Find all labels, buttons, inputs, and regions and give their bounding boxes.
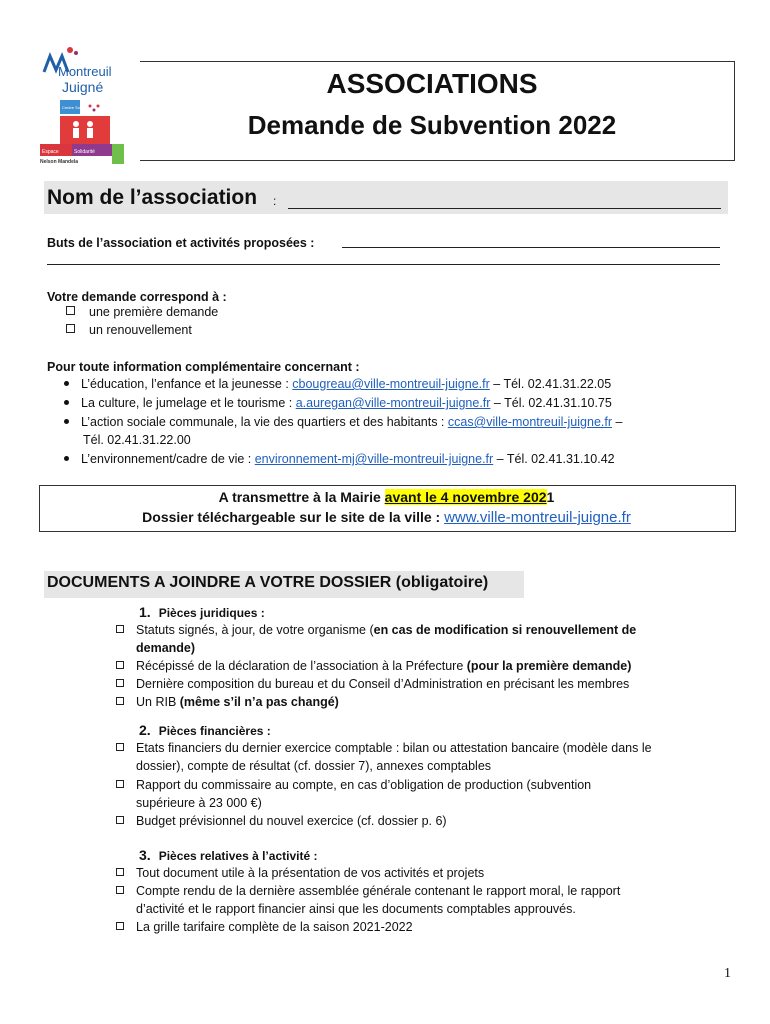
contact-email-link[interactable]: ccas@ville-montreuil-juigne.fr xyxy=(447,415,613,429)
page-title: ASSOCIATIONS xyxy=(326,68,538,99)
contacts-title: Pour toute information complémentaire concernant : xyxy=(47,360,360,374)
contact-email-link[interactable]: a.auregan@ville-montreuil-juigne.fr xyxy=(295,396,491,410)
item-text: Statuts signés, à jour, de votre organisme ( xyxy=(136,623,374,637)
contact-item xyxy=(64,413,622,431)
document-item xyxy=(116,675,731,693)
item-text: Etats financiers du dernier exercice comptable : bilan ou attestation bancaire (modèle dans le xyxy=(136,741,652,755)
contact-item xyxy=(64,450,615,468)
item-bold-cont: demande) xyxy=(136,641,196,655)
item-text-cont: d’activité et le rapport financier ainsi que les documents comptables approuvés. xyxy=(136,902,576,916)
logo-centre-text: Centre Social xyxy=(62,105,87,110)
contact-email-link[interactable]: environnement-mj@ville-montreuil-juigne.fr xyxy=(254,452,494,466)
checkbox-icon[interactable] xyxy=(116,625,124,633)
logo-text-montreuil: Montreuil xyxy=(58,64,112,79)
bullet-icon xyxy=(64,419,69,424)
checkbox-icon[interactable] xyxy=(116,922,124,930)
checkbox-icon[interactable] xyxy=(66,306,75,315)
bullet-icon xyxy=(64,400,69,405)
logo-sub-mandela: Nelson Mandela xyxy=(40,159,79,165)
section-number: 3. xyxy=(139,847,151,863)
section-title: Pièces juridiques : xyxy=(158,606,265,620)
website-link[interactable]: www.ville-montreuil-juigne.fr xyxy=(444,509,631,526)
item-bold: (même s’il n’a pas changé) xyxy=(179,695,339,709)
section-title: Pièces financières : xyxy=(158,724,271,738)
montreuil-juigne-logo xyxy=(38,42,138,172)
logo-sub-espace: Espace xyxy=(42,149,59,155)
buts-field[interactable] xyxy=(342,247,720,248)
item-text: Dernière composition du bureau et du Conseil d’Administration en précisant les membres xyxy=(136,677,630,691)
item-text-cont: supérieure à 23 000 €) xyxy=(136,796,262,810)
section-juridiques xyxy=(139,604,265,620)
bullet-icon xyxy=(64,456,69,461)
checkbox-icon[interactable] xyxy=(116,743,124,751)
deadline-highlight: avant le 4 novembre 202 xyxy=(384,489,547,505)
section-number: 1. xyxy=(139,604,151,620)
contact-text: L’environnement/cadre de vie : xyxy=(81,452,255,466)
checkbox-icon[interactable] xyxy=(116,868,124,876)
deadline-year-end: 1 xyxy=(546,489,555,505)
transmit-deadline xyxy=(39,489,734,505)
section-activite xyxy=(139,847,317,863)
contact-email-link[interactable]: cbougreau@ville-montreuil-juigne.fr xyxy=(292,377,490,391)
option-premiere-demande[interactable] xyxy=(66,303,218,321)
nom-association-label: Nom de l’association xyxy=(47,186,258,209)
document-item xyxy=(116,918,731,936)
contact-text: La culture, le jumelage et le tourisme : xyxy=(81,396,296,410)
item-text: Un RIB xyxy=(136,695,180,709)
contact-text: L’action sociale communale, la vie des quartiers et des habitants : xyxy=(81,415,448,429)
demande-label: Votre demande correspond à : xyxy=(47,290,227,304)
checkbox-icon[interactable] xyxy=(116,886,124,894)
page-number: 1 xyxy=(724,966,731,981)
section-number: 2. xyxy=(139,722,151,738)
item-text: Budget prévisionnel du nouvel exercice (cf. dossier p. 6) xyxy=(136,814,447,828)
document-item xyxy=(116,864,731,882)
buts-label: Buts de l’association et activités proposées : xyxy=(47,236,315,250)
option-renouvellement[interactable] xyxy=(66,321,192,339)
checkbox-icon[interactable] xyxy=(116,816,124,824)
item-text: Compte rendu de la dernière assemblée générale contenant le rapport moral, le rapport xyxy=(136,884,621,898)
contact-tel: – xyxy=(612,415,623,429)
document-item xyxy=(116,693,731,711)
document-item xyxy=(116,882,731,918)
contact-tel-continuation: Tél. 02.41.31.22.00 xyxy=(83,433,191,447)
contact-tel: – Tél. 02.41.31.10.42 xyxy=(493,452,615,466)
transmit-download xyxy=(39,509,734,526)
deadline-text: A transmettre à la Mairie xyxy=(218,489,385,505)
item-text: Tout document utile à la présentation de vos activités et projets xyxy=(136,866,485,880)
item-text: Récépissé de la déclaration de l’association à la Préfecture xyxy=(136,659,467,673)
page-subtitle: Demande de Subvention 2022 xyxy=(247,110,617,140)
document-item xyxy=(116,739,731,775)
document-item xyxy=(116,657,731,675)
item-bold: en cas de modification si renouvellement de xyxy=(373,623,637,637)
logo-text-juigne: Juigné xyxy=(62,79,104,95)
document-item xyxy=(116,621,731,657)
checkbox-icon[interactable] xyxy=(66,324,75,333)
checkbox-icon[interactable] xyxy=(116,679,124,687)
item-text: Rapport du commissaire au compte, en cas d’obligation de production (subvention xyxy=(136,778,592,792)
section-title: Pièces relatives à l’activité : xyxy=(158,849,318,863)
document-item xyxy=(116,812,731,830)
contact-text: L’éducation, l’enfance et la jeunesse : xyxy=(81,377,293,391)
buts-field-continuation[interactable] xyxy=(47,264,720,265)
download-text: Dossier téléchargeable sur le site de la ville : xyxy=(142,509,445,525)
contact-item xyxy=(64,394,612,412)
checkbox-icon[interactable] xyxy=(116,780,124,788)
nom-colon: : xyxy=(273,194,277,208)
option-label: un renouvellement xyxy=(89,323,192,337)
checkbox-icon[interactable] xyxy=(116,697,124,705)
bullet-icon xyxy=(64,381,69,386)
nom-association-field[interactable] xyxy=(288,208,721,209)
item-bold: (pour la première demande) xyxy=(466,659,632,673)
item-text-cont: dossier), compte de résultat (cf. dossier 7), annexes comptables xyxy=(136,759,492,773)
documents-title: DOCUMENTS A JOINDRE A VOTRE DOSSIER (obligatoire) xyxy=(47,574,489,591)
section-financieres xyxy=(139,722,271,738)
contact-item xyxy=(64,375,611,393)
item-text: La grille tarifaire complète de la saison 2021-2022 xyxy=(136,920,413,934)
contact-tel: – Tél. 02.41.31.10.75 xyxy=(490,396,612,410)
logo-sub-solidarite: Solidarité xyxy=(74,149,95,155)
document-item xyxy=(116,776,731,812)
contact-tel: – Tél. 02.41.31.22.05 xyxy=(489,377,612,391)
checkbox-icon[interactable] xyxy=(116,661,124,669)
option-label: une première demande xyxy=(89,305,219,319)
